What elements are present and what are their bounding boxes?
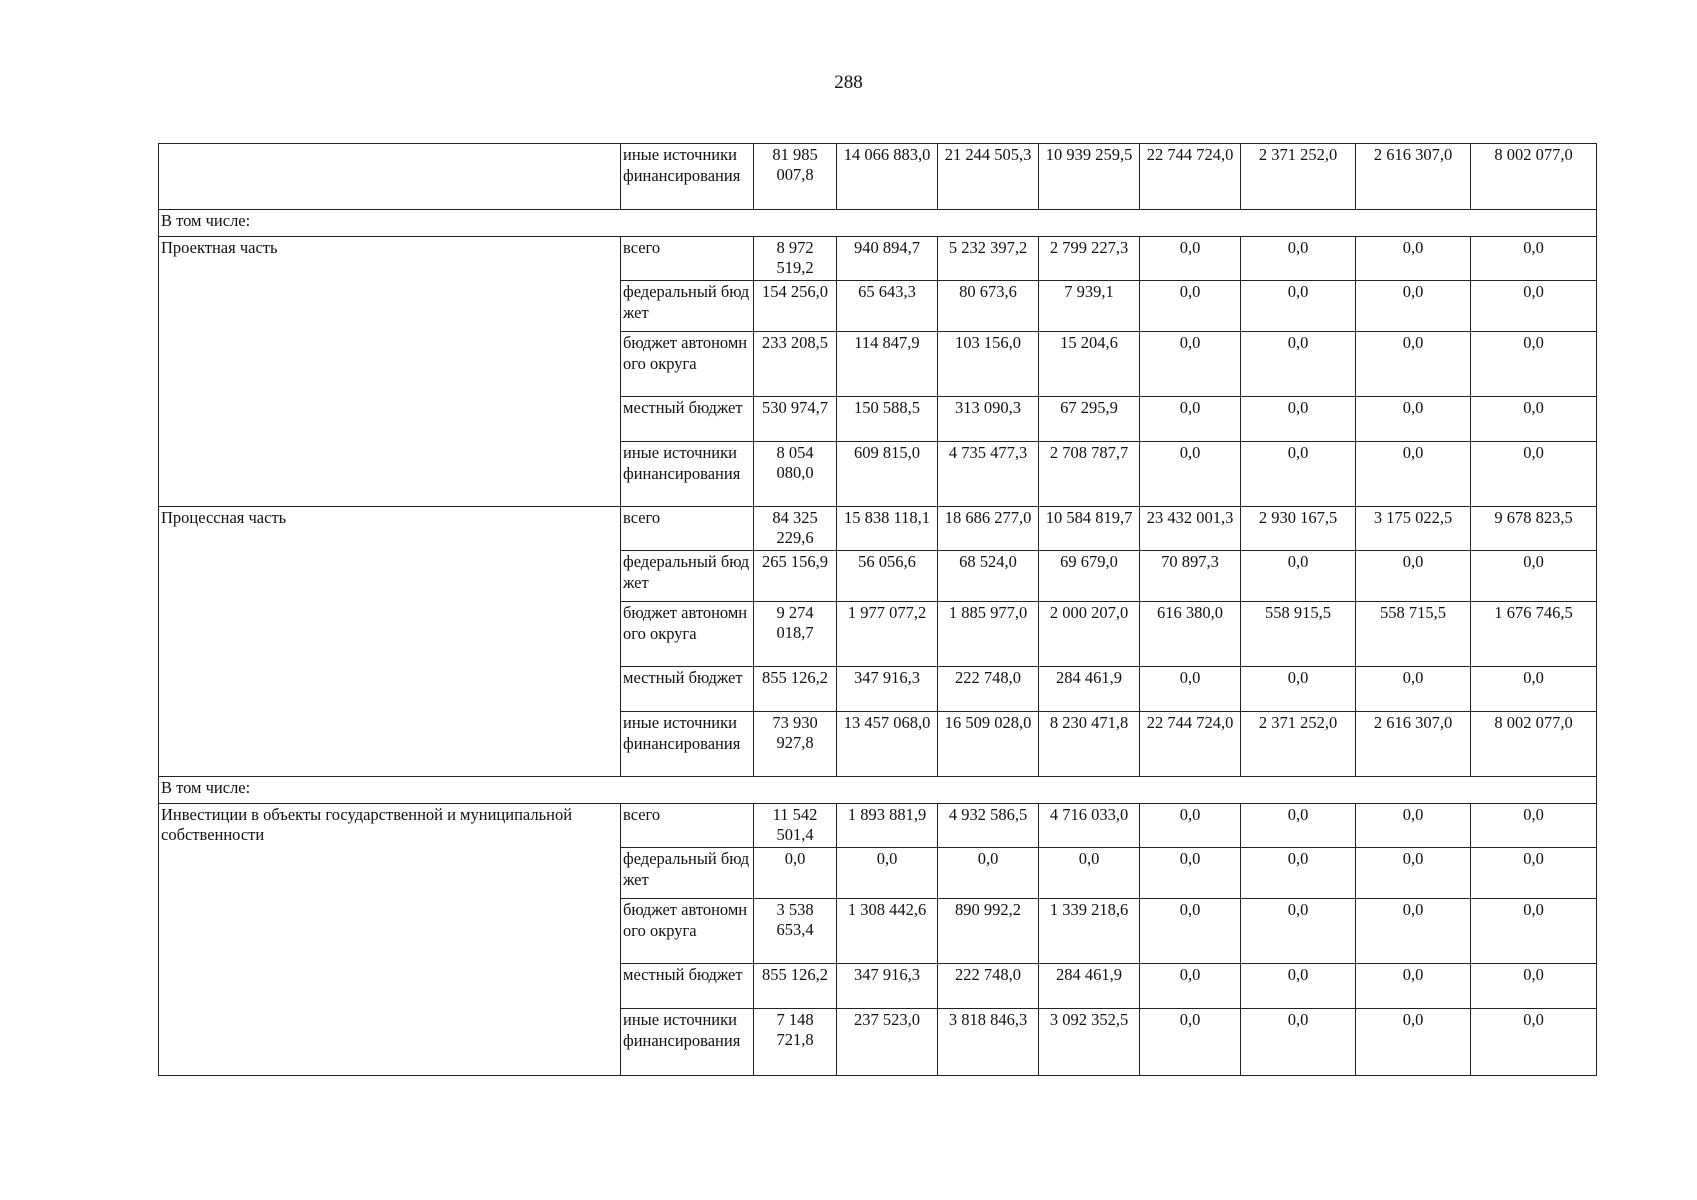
row-group-label: Инвестиции в объекты государственной и муниципальной собственности (159, 804, 621, 1076)
amount-cell: 284 461,9 (1039, 964, 1140, 1009)
amount-cell: 18 686 277,0 (938, 507, 1039, 551)
table-row (159, 804, 1597, 848)
amount-cell: 890 992,2 (938, 899, 1039, 964)
amount-cell: 0,0 (1241, 237, 1356, 281)
amount-cell: 4 716 033,0 (1039, 804, 1140, 848)
amount-cell: 0,0 (1471, 899, 1597, 964)
amount-cell: 0,0 (1241, 804, 1356, 848)
amount-cell: 0,0 (1140, 442, 1241, 507)
funding-source: местный бюджет (621, 964, 754, 1009)
amount-cell: 265 156,9 (754, 551, 837, 602)
amount-cell: 154 256,0 (754, 281, 837, 332)
amount-cell: 65 643,3 (837, 281, 938, 332)
amount-cell: 284 461,9 (1039, 667, 1140, 712)
funding-source: местный бюджет (621, 397, 754, 442)
amount-cell: 0,0 (837, 848, 938, 899)
amount-cell: 56 056,6 (837, 551, 938, 602)
amount-cell: 2 616 307,0 (1356, 712, 1471, 777)
amount-cell: 0,0 (1356, 964, 1471, 1009)
amount-cell: 2 616 307,0 (1356, 144, 1471, 210)
amount-cell: 0,0 (754, 848, 837, 899)
amount-cell: 0,0 (1140, 848, 1241, 899)
amount-cell: 13 457 068,0 (837, 712, 938, 777)
funding-source: бюджет автономного округа (621, 899, 754, 964)
amount-cell: 1 893 881,9 (837, 804, 938, 848)
amount-cell: 0,0 (1140, 281, 1241, 332)
table-row (159, 507, 1597, 551)
amount-cell: 73 930 927,8 (754, 712, 837, 777)
amount-cell: 2 371 252,0 (1241, 144, 1356, 210)
amount-cell: 1 977 077,2 (837, 602, 938, 667)
amount-cell: 81 985 007,8 (754, 144, 837, 210)
funding-source: федеральный бюджет (621, 551, 754, 602)
amount-cell: 2 708 787,7 (1039, 442, 1140, 507)
amount-cell: 0,0 (1140, 667, 1241, 712)
amount-cell: 3 175 022,5 (1356, 507, 1471, 551)
amount-cell: 0,0 (1471, 804, 1597, 848)
amount-cell: 114 847,9 (837, 332, 938, 397)
amount-cell: 0,0 (1241, 281, 1356, 332)
amount-cell: 0,0 (1140, 397, 1241, 442)
amount-cell: 530 974,7 (754, 397, 837, 442)
funding-source: всего (621, 507, 754, 551)
amount-cell: 222 748,0 (938, 964, 1039, 1009)
amount-cell: 15 838 118,1 (837, 507, 938, 551)
amount-cell: 0,0 (1356, 442, 1471, 507)
amount-cell: 7 939,1 (1039, 281, 1140, 332)
amount-cell: 0,0 (1356, 667, 1471, 712)
amount-cell: 4 735 477,3 (938, 442, 1039, 507)
row-group-label: Процессная часть (159, 507, 621, 777)
section-heading: В том числе: (159, 210, 1597, 237)
amount-cell: 0,0 (1241, 899, 1356, 964)
amount-cell: 150 588,5 (837, 397, 938, 442)
amount-cell: 0,0 (1241, 667, 1356, 712)
budget-table-body (159, 144, 1597, 1076)
amount-cell: 0,0 (1140, 964, 1241, 1009)
amount-cell: 347 916,3 (837, 964, 938, 1009)
amount-cell: 9 274 018,7 (754, 602, 837, 667)
funding-source: федеральный бюджет (621, 281, 754, 332)
amount-cell: 2 000 207,0 (1039, 602, 1140, 667)
amount-cell: 9 678 823,5 (1471, 507, 1597, 551)
amount-cell: 0,0 (1140, 899, 1241, 964)
amount-cell: 1 885 977,0 (938, 602, 1039, 667)
funding-source: всего (621, 237, 754, 281)
table-row (159, 144, 1597, 210)
funding-source: бюджет автономного округа (621, 332, 754, 397)
amount-cell: 23 432 001,3 (1140, 507, 1241, 551)
section-row (159, 210, 1597, 237)
amount-cell: 0,0 (1471, 442, 1597, 507)
amount-cell: 15 204,6 (1039, 332, 1140, 397)
amount-cell: 0,0 (1356, 281, 1471, 332)
amount-cell: 940 894,7 (837, 237, 938, 281)
amount-cell: 69 679,0 (1039, 551, 1140, 602)
amount-cell: 8 972 519,2 (754, 237, 837, 281)
amount-cell: 558 715,5 (1356, 602, 1471, 667)
amount-cell: 0,0 (1356, 1009, 1471, 1076)
amount-cell: 0,0 (938, 848, 1039, 899)
amount-cell: 0,0 (1471, 667, 1597, 712)
funding-source: иные источники финансирования (621, 442, 754, 507)
amount-cell: 237 523,0 (837, 1009, 938, 1076)
amount-cell: 1 308 442,6 (837, 899, 938, 964)
section-row (159, 777, 1597, 804)
amount-cell: 0,0 (1241, 964, 1356, 1009)
amount-cell: 0,0 (1356, 332, 1471, 397)
amount-cell: 222 748,0 (938, 667, 1039, 712)
amount-cell: 0,0 (1471, 964, 1597, 1009)
amount-cell: 67 295,9 (1039, 397, 1140, 442)
amount-cell: 0,0 (1039, 848, 1140, 899)
amount-cell: 0,0 (1471, 551, 1597, 602)
amount-cell: 21 244 505,3 (938, 144, 1039, 210)
amount-cell: 8 002 077,0 (1471, 144, 1597, 210)
row-group-label (159, 144, 621, 210)
amount-cell: 14 066 883,0 (837, 144, 938, 210)
amount-cell: 855 126,2 (754, 667, 837, 712)
amount-cell: 0,0 (1356, 551, 1471, 602)
amount-cell: 0,0 (1140, 804, 1241, 848)
amount-cell: 0,0 (1356, 237, 1471, 281)
amount-cell: 10 584 819,7 (1039, 507, 1140, 551)
amount-cell: 2 930 167,5 (1241, 507, 1356, 551)
amount-cell: 0,0 (1356, 397, 1471, 442)
amount-cell: 2 799 227,3 (1039, 237, 1140, 281)
amount-cell: 0,0 (1241, 848, 1356, 899)
amount-cell: 16 509 028,0 (938, 712, 1039, 777)
amount-cell: 3 818 846,3 (938, 1009, 1039, 1076)
funding-source: бюджет автономного округа (621, 602, 754, 667)
row-group-label: Проектная часть (159, 237, 621, 507)
funding-source: иные источники финансирования (621, 144, 754, 210)
funding-source: иные источники финансирования (621, 712, 754, 777)
amount-cell: 10 939 259,5 (1039, 144, 1140, 210)
amount-cell: 0,0 (1471, 281, 1597, 332)
amount-cell: 8 230 471,8 (1039, 712, 1140, 777)
amount-cell: 22 744 724,0 (1140, 144, 1241, 210)
amount-cell: 0,0 (1140, 1009, 1241, 1076)
amount-cell: 8 002 077,0 (1471, 712, 1597, 777)
funding-source: всего (621, 804, 754, 848)
amount-cell: 0,0 (1140, 332, 1241, 397)
amount-cell: 84 325 229,6 (754, 507, 837, 551)
amount-cell: 0,0 (1241, 551, 1356, 602)
amount-cell: 0,0 (1471, 1009, 1597, 1076)
amount-cell: 3 538 653,4 (754, 899, 837, 964)
amount-cell: 0,0 (1471, 848, 1597, 899)
amount-cell: 855 126,2 (754, 964, 837, 1009)
amount-cell: 1 339 218,6 (1039, 899, 1140, 964)
amount-cell: 0,0 (1241, 442, 1356, 507)
amount-cell: 70 897,3 (1140, 551, 1241, 602)
budget-table (158, 143, 1597, 1076)
amount-cell: 11 542 501,4 (754, 804, 837, 848)
amount-cell: 0,0 (1356, 848, 1471, 899)
amount-cell: 0,0 (1471, 237, 1597, 281)
amount-cell: 5 232 397,2 (938, 237, 1039, 281)
amount-cell: 1 676 746,5 (1471, 602, 1597, 667)
amount-cell: 233 208,5 (754, 332, 837, 397)
amount-cell: 22 744 724,0 (1140, 712, 1241, 777)
amount-cell: 0,0 (1241, 332, 1356, 397)
amount-cell: 0,0 (1356, 804, 1471, 848)
funding-source: иные источники финансирования (621, 1009, 754, 1076)
amount-cell: 0,0 (1471, 332, 1597, 397)
table-row (159, 237, 1597, 281)
funding-source: федеральный бюджет (621, 848, 754, 899)
amount-cell: 80 673,6 (938, 281, 1039, 332)
amount-cell: 8 054 080,0 (754, 442, 837, 507)
amount-cell: 0,0 (1241, 397, 1356, 442)
amount-cell: 68 524,0 (938, 551, 1039, 602)
amount-cell: 0,0 (1471, 397, 1597, 442)
funding-source: местный бюджет (621, 667, 754, 712)
amount-cell: 558 915,5 (1241, 602, 1356, 667)
amount-cell: 103 156,0 (938, 332, 1039, 397)
amount-cell: 609 815,0 (837, 442, 938, 507)
amount-cell: 4 932 586,5 (938, 804, 1039, 848)
amount-cell: 0,0 (1356, 899, 1471, 964)
amount-cell: 313 090,3 (938, 397, 1039, 442)
amount-cell: 2 371 252,0 (1241, 712, 1356, 777)
page-number: 288 (834, 72, 863, 93)
amount-cell: 0,0 (1140, 237, 1241, 281)
amount-cell: 0,0 (1241, 1009, 1356, 1076)
section-heading: В том числе: (159, 777, 1597, 804)
amount-cell: 616 380,0 (1140, 602, 1241, 667)
amount-cell: 3 092 352,5 (1039, 1009, 1140, 1076)
amount-cell: 7 148 721,8 (754, 1009, 837, 1076)
amount-cell: 347 916,3 (837, 667, 938, 712)
